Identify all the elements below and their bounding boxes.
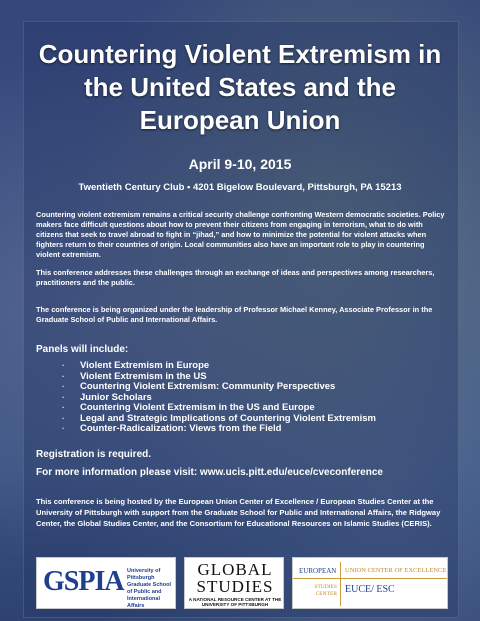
bullet-icon: · [62, 413, 65, 423]
panel-title: Violent Extremism in the US [80, 370, 207, 382]
bullet-icon: · [62, 424, 65, 433]
panels-heading: Panels will include: [36, 344, 129, 355]
euce-top-left: EUROPEAN [299, 567, 337, 575]
gspia-wordmark: GSPIA [43, 566, 124, 597]
panel-title: Counter-Radicalization: Views from the Field [80, 423, 282, 434]
organizer-paragraph: The conference is being organized under the leadership of Professor Michael Kenney, Associate Professor in the Graduate School of Public and International Affairs. [36, 305, 433, 324]
global-studies-logo [184, 557, 284, 609]
list-item [54, 424, 376, 435]
euce-divider [340, 562, 341, 606]
more-info-link[interactable]: For more information please visit: www.ucis.pitt.edu/euce/cveconference [36, 467, 383, 478]
bullet-icon: · [62, 371, 65, 381]
purpose-paragraph: This conference addresses these challenges through an exchange of ideas and perspectives among researchers, practitioners and the public. [36, 268, 435, 287]
panel-list [54, 361, 376, 435]
panel-title: Legal and Strategic Implications of Countering Violent Extremism [80, 412, 376, 424]
bullet-icon: · [62, 361, 65, 370]
euce-top-right: UNION CENTER OF EXCELLENCE [345, 567, 447, 574]
bullet-icon: · [62, 392, 65, 402]
panel-title: Violent Extremism in Europe [80, 360, 210, 371]
event-venue: Twentieth Century Club • 4201 Bigelow Boulevard, Pittsburgh, PA 15213 [78, 182, 402, 193]
euce-bottom-right: EUCE/ ESC [345, 584, 395, 595]
registration-note: Registration is required. [36, 449, 152, 460]
bullet-icon: · [62, 403, 65, 412]
global-wordmark-line1: GLOBAL [197, 560, 273, 579]
global-subtitle: A NATIONAL RESOURCE CENTER AT THE UNIVERSITY OF PITTSBURGH [188, 597, 282, 607]
bullet-icon: · [62, 382, 65, 391]
hosting-paragraph: This conference is being hosted by the European Union Center of Excellence / European Studies Center at the University of Pittsburgh with support from the Graduate School for Public and International Affairs, the Ridgway Center, the Global Studies Center, and the Consortium for Educational Resources on Islamic Studies (CERIS). [36, 497, 441, 528]
gspia-subtitle: University of Pittsburgh Graduate School of Public and International Affairs [127, 568, 172, 609]
page-title: Countering Violent Extremism in the United States and the European Union [38, 39, 442, 135]
gspia-logo [36, 557, 176, 609]
euce-bottom-left: STUDIES CENTER [314, 584, 337, 597]
event-dates: April 9-10, 2015 [188, 156, 292, 172]
euce-esc-logo [292, 557, 448, 609]
panel-title: Countering Violent Extremism: Community Perspectives [80, 381, 336, 392]
sponsor-logos [36, 557, 448, 609]
panel-title: Junior Scholars [80, 391, 152, 403]
global-wordmark-line2: STUDIES [196, 577, 274, 596]
panel-title: Countering Violent Extremism in the US and Europe [80, 402, 315, 413]
intro-paragraph: Countering violent extremism remains a critical security challenge confronting Western democratic societies. Policy makers face difficult questions about how to prevent their citizens from engaging in terrorism, what to do with citizens that seek to travel abroad to fight in “jihad,” and how to minimize the potential for violent attacks when fighters return to their countries of origin. Local communities also have an important role to play in countering violent extremism. [36, 210, 445, 259]
euce-top-row [293, 564, 448, 579]
